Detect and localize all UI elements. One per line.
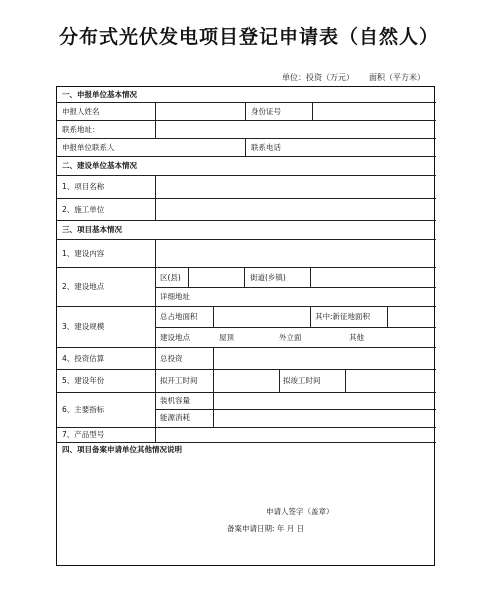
col-divider — [213, 347, 214, 369]
col-divider — [155, 175, 156, 220]
product-type-label: 7、产品型号 — [62, 430, 105, 439]
col-divider — [213, 306, 214, 327]
section2-heading: 二、建设单位基本情况 — [62, 161, 137, 170]
form-table — [56, 86, 435, 566]
contact-person-label: 申报单位联系人 — [62, 143, 115, 152]
col-divider — [345, 369, 346, 392]
col-divider — [312, 102, 313, 120]
total-area-label: 总占地面积 — [160, 312, 198, 321]
row-divider — [57, 369, 436, 370]
year-label: 5、建设年份 — [62, 376, 105, 385]
content-label: 1、建设内容 — [62, 249, 105, 258]
row-divider — [57, 442, 436, 443]
row-divider — [57, 156, 436, 157]
construction-unit-label: 2、施工单位 — [62, 205, 105, 214]
section3-heading: 三、项目基本情况 — [62, 225, 122, 234]
row-divider — [155, 409, 436, 410]
district-label: 区(县) — [160, 273, 181, 282]
section4-heading: 四、项目备案申请单位其他情况说明 — [62, 445, 182, 454]
col-divider — [279, 369, 280, 392]
col-divider — [188, 267, 189, 287]
address-label: 联系地址： — [62, 125, 100, 134]
col-divider — [213, 369, 214, 392]
location-label: 2、建设地点 — [62, 282, 105, 291]
row-divider — [57, 138, 436, 139]
investment-label: 4、投资估算 — [62, 354, 105, 363]
project-name-label: 1、项目名称 — [62, 182, 105, 191]
col-divider — [244, 267, 245, 287]
col-divider — [245, 138, 246, 156]
capacity-label: 装机容量 — [160, 396, 190, 405]
detail-address-label: 详细地址 — [160, 292, 190, 301]
col-divider — [310, 267, 311, 287]
indicators-label: 6、主要指标 — [62, 405, 105, 414]
build-site-label: 建设地点 — [160, 333, 190, 342]
row-divider — [57, 347, 436, 348]
col-divider — [387, 306, 388, 327]
row-divider — [57, 239, 436, 240]
total-investment-label: 总投资 — [160, 354, 183, 363]
form-title: 分布式光伏发电项目登记申请表（自然人） — [58, 26, 439, 48]
scale-label: 3、建设规模 — [62, 322, 105, 331]
row-divider — [57, 175, 436, 176]
row-divider — [57, 198, 436, 199]
id-number-label: 身份证号 — [251, 107, 281, 116]
phone-label: 联系电话 — [251, 143, 281, 152]
finish-time-label: 拟竣工时间 — [283, 376, 321, 385]
unit-investment: 单位：投资（万元） — [282, 73, 354, 82]
facade-label: 外立面 — [279, 333, 302, 342]
row-divider — [57, 102, 436, 103]
row-divider — [57, 267, 436, 268]
new-land-label: 其中:新征地面积 — [315, 312, 371, 321]
row-divider — [155, 287, 436, 288]
row-divider — [57, 120, 436, 121]
unit-area: 面积（平方米） — [369, 73, 425, 82]
street-label: 街道(乡镇) — [250, 273, 286, 282]
col-divider — [310, 306, 311, 327]
row-divider — [155, 327, 436, 328]
other-label: 其他 — [349, 333, 364, 342]
start-time-label: 拟开工时间 — [160, 376, 198, 385]
row-divider — [57, 306, 436, 307]
row-divider — [57, 427, 436, 428]
section1-heading: 一、申报单位基本情况 — [62, 90, 137, 99]
applicant-name-label: 申报人姓名 — [62, 107, 100, 116]
col-divider — [213, 392, 214, 427]
energy-label: 能源消耗 — [160, 413, 190, 422]
col-divider — [155, 102, 156, 138]
application-date-label: 备案申请日期: 年 月 日 — [227, 524, 305, 533]
roof-label: 屋顶 — [219, 333, 234, 342]
col-divider — [155, 239, 156, 442]
col-divider — [245, 102, 246, 120]
row-divider — [57, 220, 436, 221]
signature-label: 申请人签字（盖章） — [266, 507, 334, 516]
row-divider — [57, 392, 436, 393]
